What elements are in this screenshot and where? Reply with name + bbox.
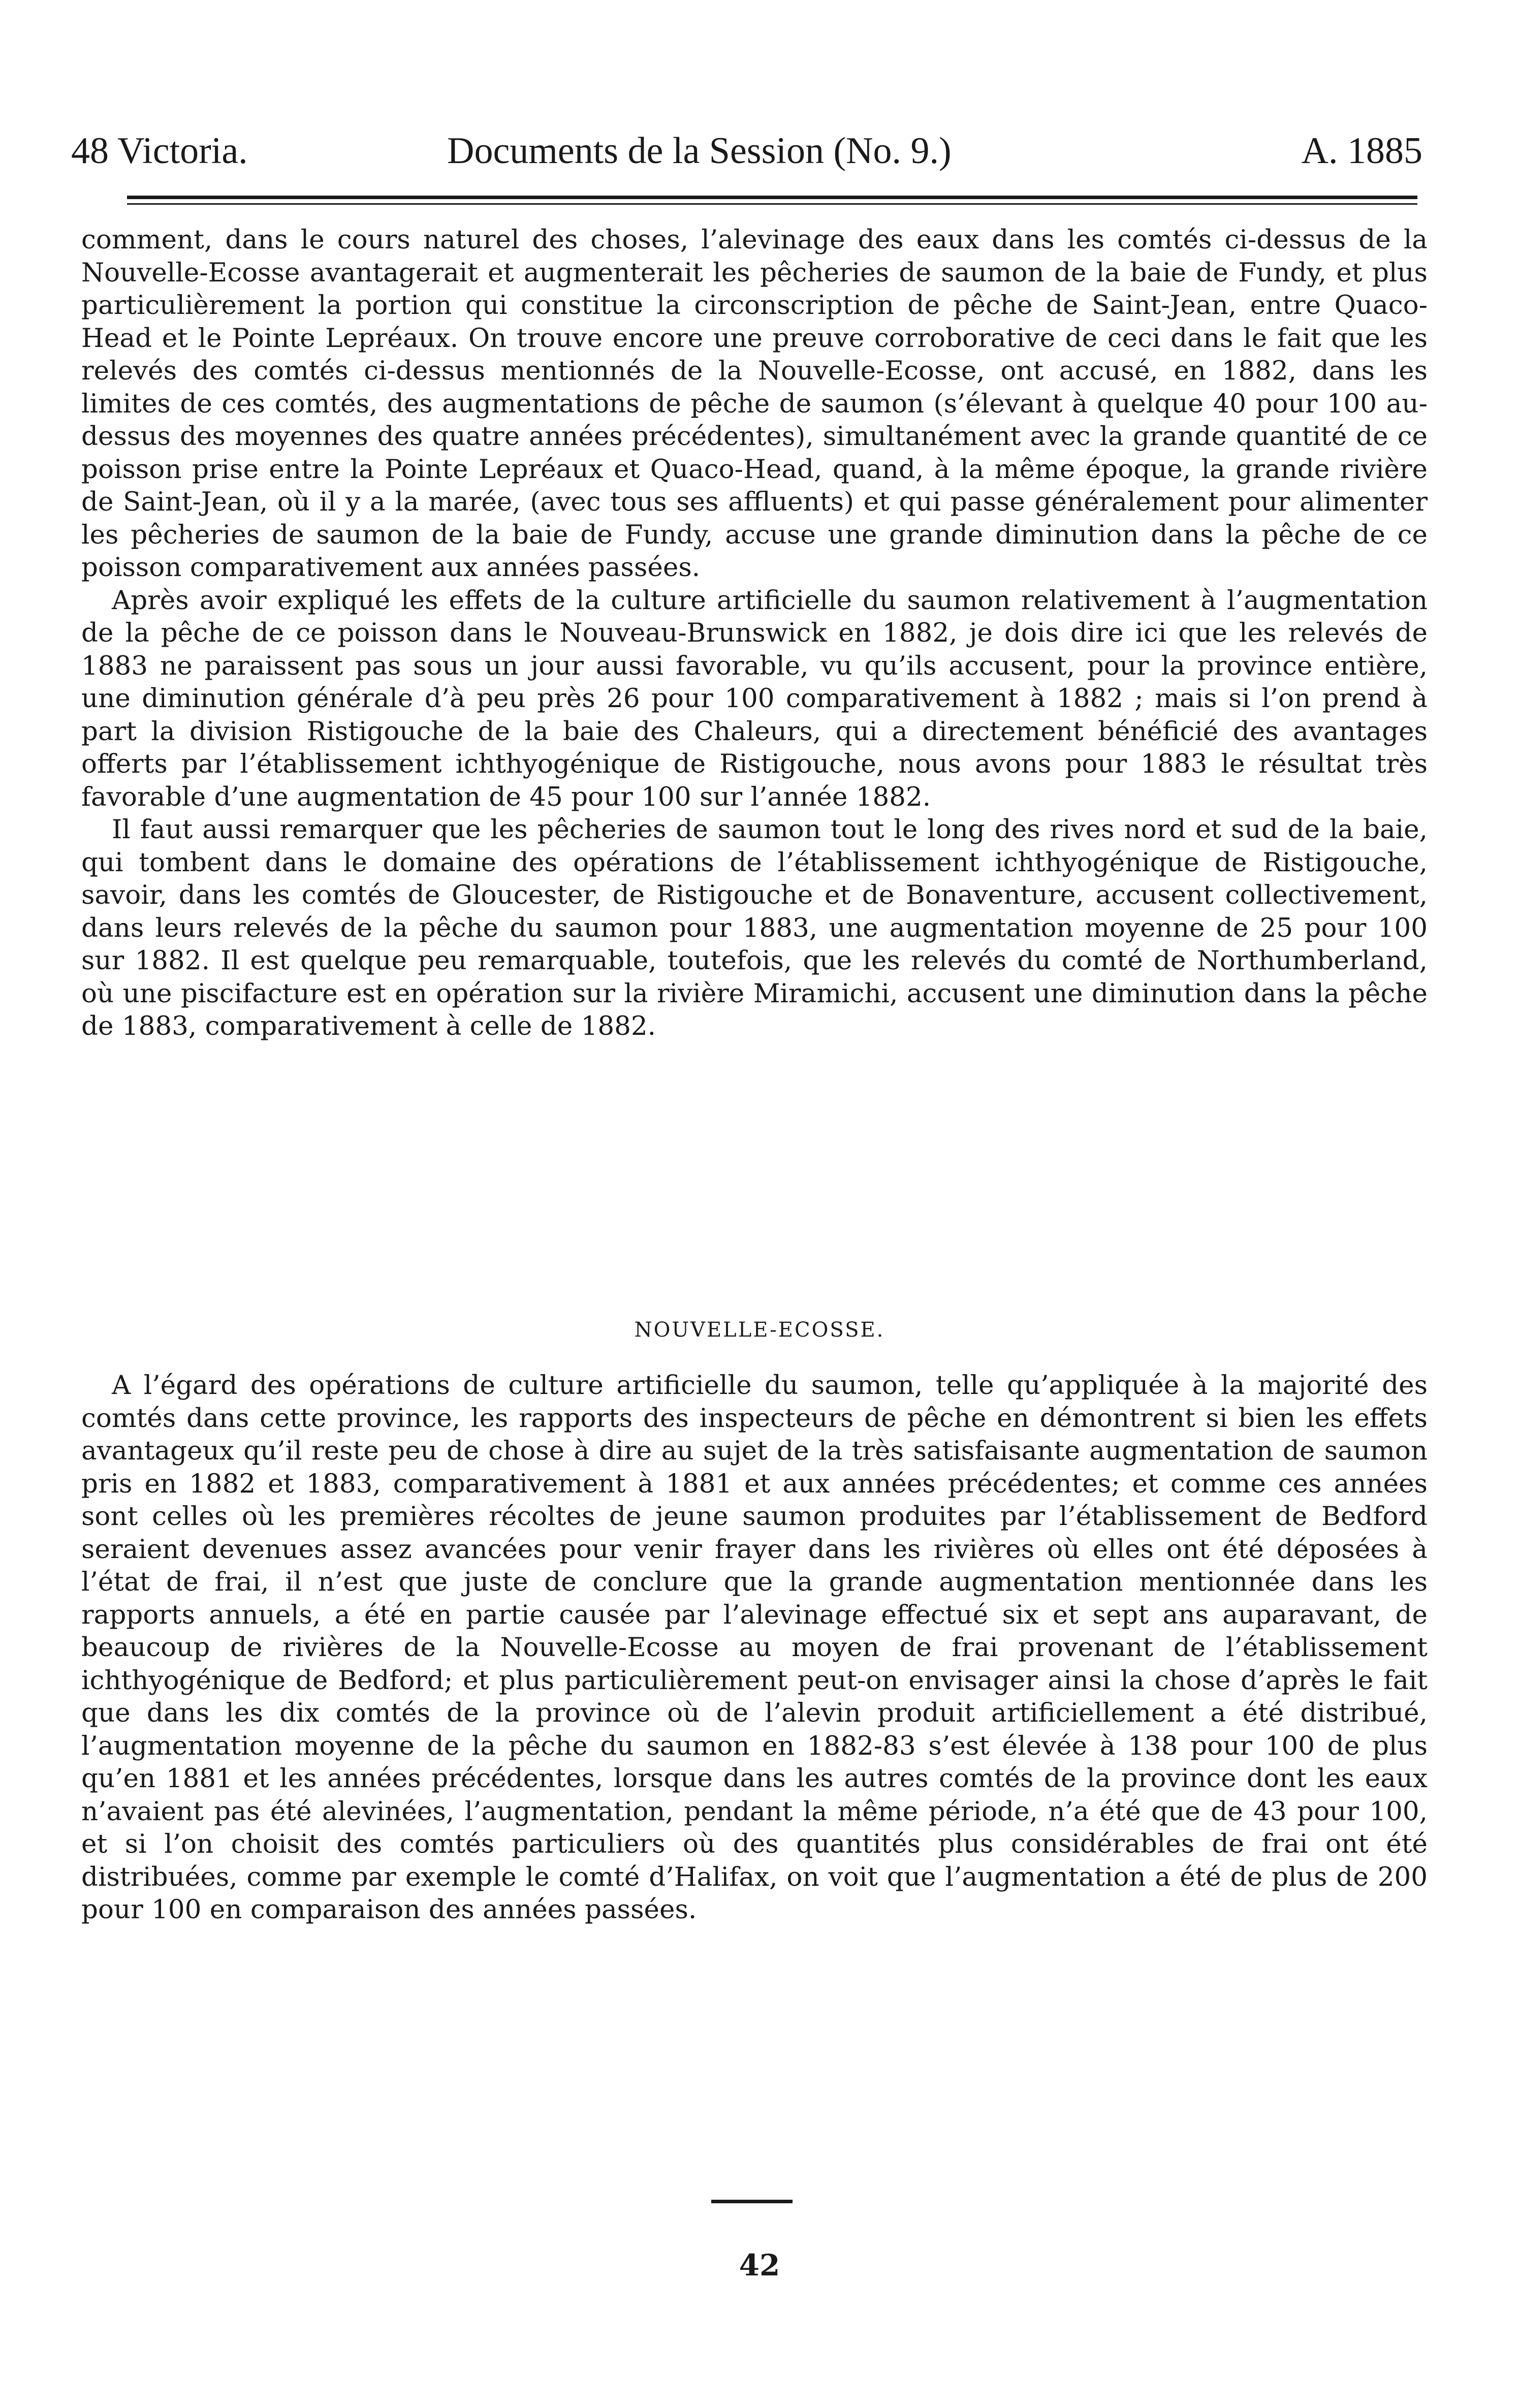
page-header (71, 130, 1422, 180)
header-rule-thick (127, 196, 1417, 199)
section-heading: NOUVELLE-ECOSSE. (634, 1318, 885, 1342)
header-rule-thin (127, 203, 1417, 205)
footer-rule (711, 2200, 793, 2203)
header-document-title: Documents de la Session (No. 9.) (447, 130, 952, 172)
paragraph-a-legard: A l’égard des opérations de culture artificielle du saumon, telle qu’appliquée à la majorité des comtés dans cette province, les rapports des inspecteurs de pêche en démontrent si bien les effets avantageux qu’il reste peu de chose à dire au sujet de la très satisfaisante augmentation de saumon pris en 1882 et 1883, comparativement à 1881 et aux années précédentes; et comme ces années sont celles où les premières récoltes de jeune saumon produites par l’établissement de Bedford seraient devenues assez avancées pour venir frayer dans les rivières où elles ont été déposées à l’état de frai, il n’est que juste de conclure que la grande augmentation mentionnée dans les rapports annuels, a été en partie causée par l’alevinage effectué six et sept ans auparavant, de beaucoup de rivières de la Nouvelle-Ecosse au moyen de frai provenant de l’établissement ichthyogénique de Bedford; et plus particulièrement peut-on envisager ainsi la chose d’après le fait que dans les dix comtés de la province où de l’alevin produit artificiellement a été distribué, l’augmentation moyenne de la pêche du saumon en 1882-83 s’est élevée à 138 pour 100 de plus qu’en 1881 et les années précédentes, lorsque dans les autres comtés de la province dont les eaux n’avaient pas été alevinées, l’augmentation, pendant la même période, n’a été que de 43 pour 100, et si l’on choisit des comtés particuliers où des quantités plus considérables de frai ont été distribuées, comme par exemple le comté d’Halifax, on voit que l’augmentation a été de plus de 200 pour 100 en comparaison des années passées. (81, 1370, 1428, 1925)
section-text (81, 1369, 1428, 1926)
paragraph-continuation: comment, dans le cours naturel des choses, l’alevinage des eaux dans les comtés ci-dessus de la Nouvelle-Ecosse avantagerait et augmenterait les pêcheries de saumon de la baie de Fundy, et plus particulièrement la portion qui constitue la circonscription de pêche de Saint-Jean, entre Quaco-Head et le Pointe Lepréaux. On trouve encore une preuve corroborative de ceci dans le fait que les relevés des comtés ci-dessus mentionnés de la Nouvelle-Ecosse, ont accusé, en 1882, dans les limites de ces comtés, des augmentations de pêche de saumon (s’élevant à quelque 40 pour 100 au-dessus des moyennes des quatre années précédentes), simultanément avec la grande quantité de ce poisson prise entre la Pointe Lepréaux et Quaco-Head, quand, à la même époque, la grande rivière de Saint-Jean, où il y a la marée, (avec tous ses affluents) et qui passe généralement pour alimenter les pêcheries de saumon de la baie de Fundy, accuse une grande diminution dans la pêche de ce poisson comparativement aux années passées. (81, 225, 1428, 583)
paragraph-apres-avoir: Après avoir expliqué les effets de la culture artificielle du saumon relativement à l’augmentation de la pêche de ce poisson dans le Nouveau-Brunswick en 1882, je dois dire ici que les relevés de 1883 ne paraissent pas sous un jour aussi favorable, vu qu’ils accusent, pour la province entière, une diminution générale d’à peu près 26 pour 100 comparativement à 1882 ; mais si l’on prend à part la division Ristigouche de la baie des Chaleurs, qui a directement bénéficié des avantages offerts par l’établissement ichthyogénique de Ristigouche, nous avons pour 1883 le résultat très favorable d’une augmentation de 45 pour 100 sur l’année 1882. (81, 585, 1428, 812)
page-number: 42 (739, 2248, 780, 2283)
header-year: A. 1885 (1301, 130, 1422, 172)
main-text (81, 224, 1428, 1043)
header-session-number: 48 Victoria. (71, 130, 248, 172)
paragraph-il-faut: Il faut aussi remarquer que les pêcheries de saumon tout le long des rives nord et sud de la baie, qui tombent dans le domaine des opérations de l’établissement ichthyogénique de Ristigouche, savoir, dans les comtés de Gloucester, de Ristigouche et de Bonaventure, accusent collectivement, dans leurs relevés de la pêche du saumon pour 1883, une augmentation moyenne de 25 pour 100 sur 1882. Il est quelque peu remarquable, toutefois, que les relevés du comté de Northumberland, où une piscifacture est en opération sur la rivière Miramichi, accusent une diminution dans la pêche de 1883, comparativement à celle de 1882. (81, 814, 1428, 1041)
